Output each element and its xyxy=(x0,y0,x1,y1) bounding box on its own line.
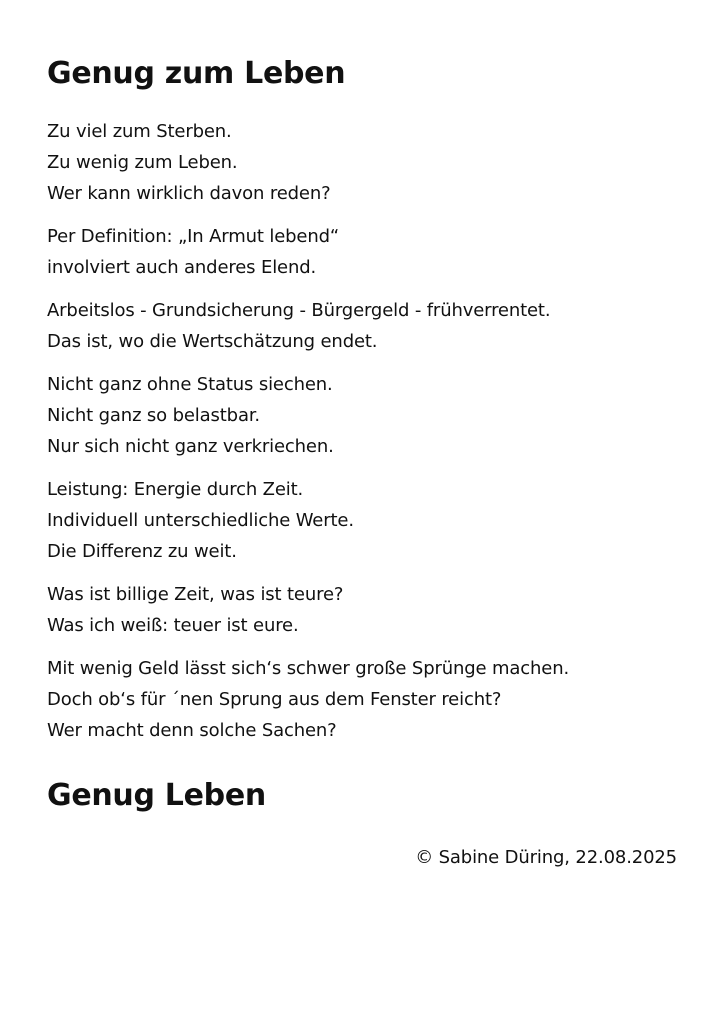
poem-line: Individuell unterschiedliche Werte. xyxy=(47,510,354,531)
poem-line: Wer macht denn solche Sachen? xyxy=(47,720,337,741)
stanza xyxy=(47,116,687,209)
poem-line: Doch ob‘s für ´nen Sprung aus dem Fenster reicht? xyxy=(47,689,502,710)
stanza xyxy=(47,474,687,567)
poem-line: involviert auch anderes Elend. xyxy=(47,257,317,278)
poem-line: Wer kann wirklich davon reden? xyxy=(47,183,331,204)
poem-line: Die Differenz zu weit. xyxy=(47,541,237,562)
poem-line: Zu viel zum Sterben. xyxy=(47,121,232,142)
stanza xyxy=(47,369,687,462)
poem-line: Was ich weiß: teuer ist eure. xyxy=(47,615,299,636)
poem-line: Leistung: Energie durch Zeit. xyxy=(47,479,304,500)
poem-line: Was ist billige Zeit, was ist teure? xyxy=(47,584,344,605)
stanza xyxy=(47,653,687,746)
poem-line: Nicht ganz ohne Status siechen. xyxy=(47,374,333,395)
poem-line: Mit wenig Geld lässt sich‘s schwer große Sprünge machen. xyxy=(47,658,570,679)
poem-line: Nur sich nicht ganz verkriechen. xyxy=(47,436,334,457)
poem-line: Nicht ganz so belastbar. xyxy=(47,405,260,426)
stanza xyxy=(47,579,687,641)
poem-line: Zu wenig zum Leben. xyxy=(47,152,238,173)
poem-line: Per Definition: „In Armut lebend“ xyxy=(47,226,340,247)
closing-heading: Genug Leben xyxy=(47,778,266,813)
poem-body xyxy=(47,116,687,758)
copyright-signature: © Sabine Düring, 22.08.2025 xyxy=(415,847,677,868)
stanza xyxy=(47,295,687,357)
poem-line: Arbeitslos - Grundsicherung - Bürgergeld - frühverrentet. xyxy=(47,300,551,321)
poem-line: Das ist, wo die Wertschätzung endet. xyxy=(47,331,378,352)
stanza xyxy=(47,221,687,283)
poem-title: Genug zum Leben xyxy=(47,56,346,91)
